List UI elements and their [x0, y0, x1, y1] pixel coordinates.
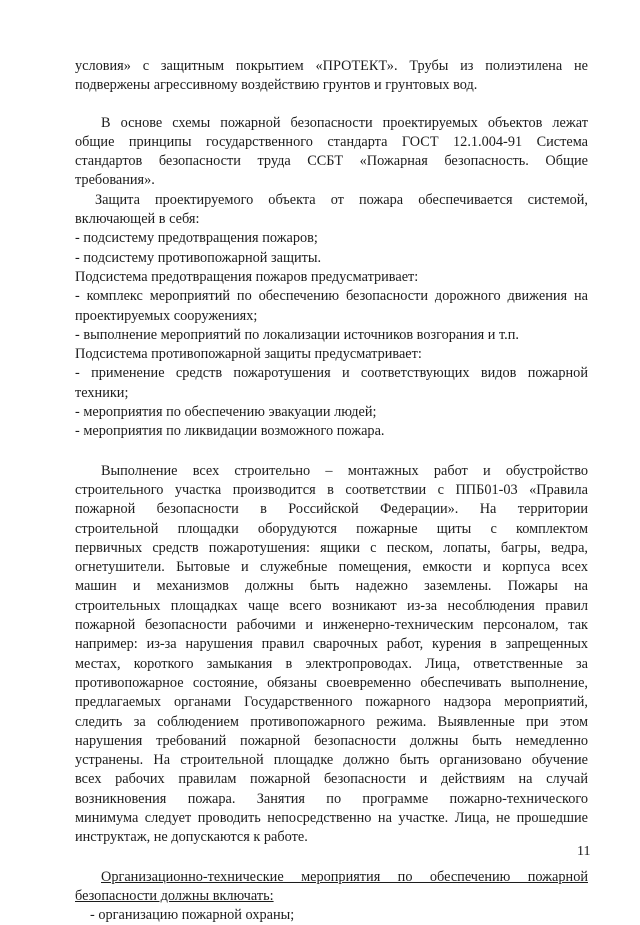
list-item: - организацию пожарной охраны;	[90, 907, 295, 924]
text-line: Подсистема предотвращения пожаров предусматривает:	[75, 268, 419, 285]
text-line: проектируемых сооружениях;	[75, 307, 258, 324]
text-line: строительного участка производится в соответствии с ППБ01-03 «Правила	[75, 481, 588, 498]
text-line: машин и механизмов должны быть надежно заземлены. Пожары на	[75, 578, 588, 595]
list-item: - мероприятия по ликвидации возможного пожара.	[75, 423, 385, 440]
list-item: - подсистему предотвращения пожаров;	[75, 230, 318, 247]
text-line: противопожарное состояние, обязаны своевременно обеспечивать выполнение,	[75, 674, 588, 691]
text-line: Подсистема противопожарной защиты предусматривает:	[75, 346, 422, 363]
text-line: условия» с защитным покрытием «ПРОТЕКТ». Трубы из полиэтилена не	[75, 58, 588, 74]
text-line: например: из-за нарушения правил сварочных работ, курения в запрещенных	[75, 636, 588, 653]
list-item: - выполнение мероприятий по локализации источников возгорания и т.п.	[75, 326, 519, 343]
page-number: 11	[577, 844, 591, 859]
text-line: стандартов безопасности труда ССБТ «Пожарная безопасность. Общие	[75, 153, 588, 170]
text-line: требования».	[75, 172, 155, 189]
text-line: пожарной безопасности в Российской Федерации». На территории	[75, 501, 588, 518]
text-line: нарушения требований пожарной безопасности должны быть немедленно	[75, 732, 588, 749]
list-item: - применение средств пожаротушения и соответствующих видов пожарной	[75, 365, 588, 382]
text-line: минимума следует проводить непосредственно на участке. Лица, не прошедшие	[75, 809, 588, 826]
text-line: пожарной безопасности рабочими и инженерно-техническим персоналом, так	[75, 617, 588, 634]
text-line: В основе схемы пожарной безопасности проектируемых объектов лежат	[101, 114, 588, 131]
text-line: техники;	[75, 384, 129, 401]
text-line: огнетушители. Бытовые и служебные помещения, емкости и корпуса всех	[75, 559, 588, 576]
text-line: следить за соблюдением противопожарного режима. Выявленные при этом	[75, 713, 588, 730]
text-line: Защита проектируемого объекта от пожара обеспечивается системой,	[95, 191, 588, 208]
text-line: общие принципы государственного стандарта ГОСТ 12.1.004-91 Система	[75, 133, 588, 150]
section-heading: безопасности должны включать:	[75, 887, 274, 904]
text-line: строительной площадки оборудуются пожарные щиты с комплектом	[75, 520, 588, 537]
text-line: подвержены агрессивному воздействию грунтов и грунтовых вод.	[75, 77, 478, 94]
text-line: возникновения пожара. Занятия по программе пожарно-технического	[75, 790, 588, 807]
text-line: Выполнение всех строительно – монтажных работ и обустройство	[101, 462, 588, 479]
list-item: - мероприятия по обеспечению эвакуации людей;	[75, 404, 377, 421]
text-line: предлагаемых органами Государственного пожарного надзора мероприятий,	[75, 694, 588, 711]
text-line: местах, короткого замыкания в электропроводах. Лица, ответственные за	[75, 655, 588, 672]
text-line: инструктаж, не допускаются к работе.	[75, 829, 308, 846]
list-item: - комплекс мероприятий по обеспечению безопасности дорожного движения на	[75, 288, 588, 305]
text-line: включающей в себя:	[75, 211, 200, 228]
text-line: всех рабочих правилам пожарной безопасности и действиям на случай	[75, 771, 588, 788]
text-line: первичных средств пожаротушения: ящики с песком, лопаты, багры, ведра,	[75, 539, 588, 556]
list-item: - подсистему противопожарной защиты.	[75, 249, 322, 266]
text-line: строительных площадках чаще всего возникают из-за несоблюдения правил	[75, 597, 588, 614]
text-line: устранены. На строительной площадке должно быть организовано обучение	[75, 752, 588, 769]
section-heading: Организационно-технические мероприятия по обеспечению пожарной	[101, 868, 588, 885]
